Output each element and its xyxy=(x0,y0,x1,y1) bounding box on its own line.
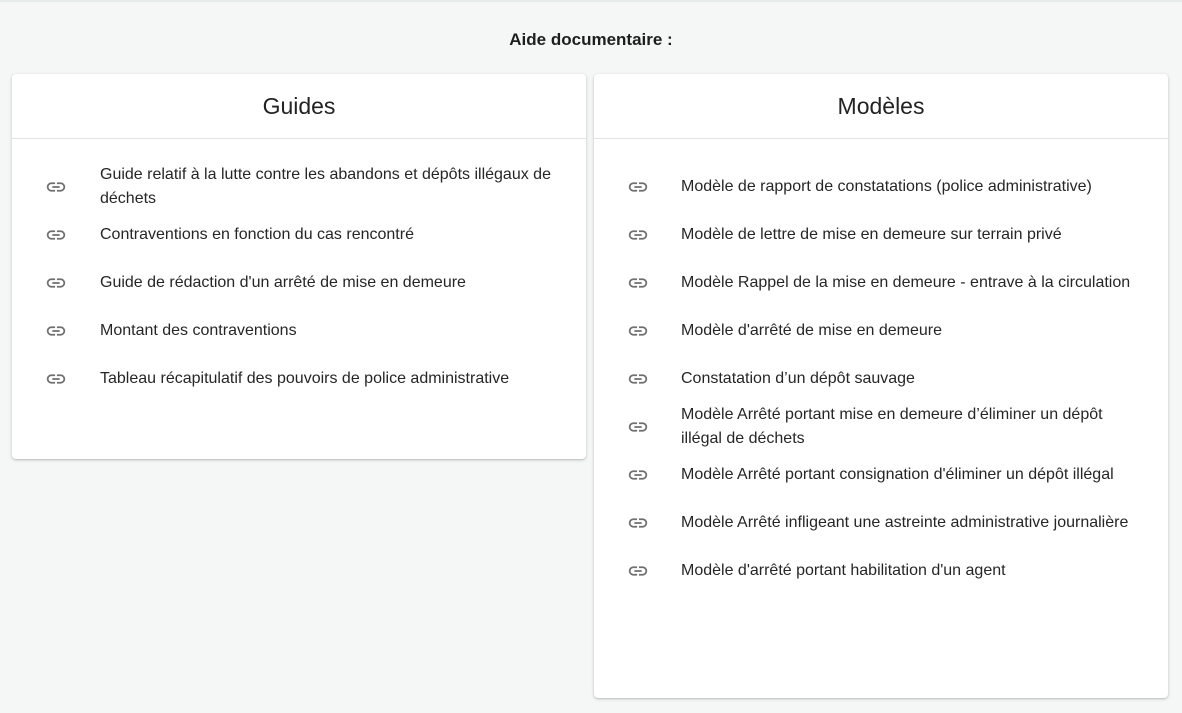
link-icon[interactable] xyxy=(44,271,68,295)
models-list-item[interactable] xyxy=(594,259,1168,307)
link-icon[interactable] xyxy=(626,175,650,199)
models-list-item[interactable] xyxy=(594,355,1168,403)
guides-item-link[interactable]: Contraventions en fonction du cas rencontré xyxy=(100,226,414,243)
models-item-link[interactable]: Modèle de lettre de mise en demeure sur terrain privé xyxy=(681,226,1062,243)
guides-list-item[interactable] xyxy=(12,259,586,307)
models-item-link[interactable]: Modèle Arrêté infligeant une astreinte administrative journalière xyxy=(681,514,1129,531)
guides-card-title: Guides xyxy=(12,74,586,139)
guides-item-link[interactable]: Guide relatif à la lutte contre les abandons et dépôts illégaux de déchets xyxy=(100,166,551,207)
models-item-link[interactable]: Modèle d'arrêté portant habilitation d'un agent xyxy=(681,562,1006,579)
link-icon[interactable] xyxy=(626,271,650,295)
guides-list xyxy=(12,139,586,403)
guides-list-item[interactable] xyxy=(12,163,586,211)
link-icon[interactable] xyxy=(44,223,68,247)
models-item-link[interactable]: Constatation d’un dépôt sauvage xyxy=(681,370,915,387)
guides-item-link[interactable]: Guide de rédaction d'un arrêté de mise en demeure xyxy=(100,274,466,291)
link-icon[interactable] xyxy=(44,319,68,343)
page-title: Aide documentaire : xyxy=(509,30,673,49)
guides-item-link[interactable]: Tableau récapitulatif des pouvoirs de police administrative xyxy=(100,370,510,387)
guides-item-link[interactable]: Montant des contraventions xyxy=(100,322,297,339)
guides-card xyxy=(12,74,586,459)
models-list xyxy=(594,139,1168,595)
models-item-link[interactable]: Modèle d'arrêté de mise en demeure xyxy=(681,322,942,339)
link-icon[interactable] xyxy=(44,367,68,391)
models-list-item[interactable] xyxy=(594,163,1168,211)
guides-list-item[interactable] xyxy=(12,307,586,355)
link-icon[interactable] xyxy=(626,511,650,535)
models-list-item[interactable] xyxy=(594,403,1168,451)
link-icon[interactable] xyxy=(626,463,650,487)
guides-list-item[interactable] xyxy=(12,211,586,259)
models-list-item[interactable] xyxy=(594,211,1168,259)
models-item-link[interactable]: Modèle Arrêté portant mise en demeure d’éliminer un dépôt illégal de déchets xyxy=(681,406,1103,447)
models-list-item[interactable] xyxy=(594,499,1168,547)
link-icon[interactable] xyxy=(626,559,650,583)
models-list-item[interactable] xyxy=(594,547,1168,595)
top-divider xyxy=(0,0,1182,2)
link-icon[interactable] xyxy=(44,175,68,199)
guides-list-item[interactable] xyxy=(12,355,586,403)
link-icon[interactable] xyxy=(626,367,650,391)
models-item-link[interactable]: Modèle de rapport de constatations (police administrative) xyxy=(681,178,1092,195)
link-icon[interactable] xyxy=(626,223,650,247)
models-list-item[interactable] xyxy=(594,307,1168,355)
models-card-title: Modèles xyxy=(594,74,1168,139)
models-card xyxy=(594,74,1168,698)
link-icon[interactable] xyxy=(626,415,650,439)
models-item-link[interactable]: Modèle Arrêté portant consignation d'éliminer un dépôt illégal xyxy=(681,466,1114,483)
models-list-item[interactable] xyxy=(594,451,1168,499)
models-item-link[interactable]: Modèle Rappel de la mise en demeure - entrave à la circulation xyxy=(681,274,1131,291)
link-icon[interactable] xyxy=(626,319,650,343)
